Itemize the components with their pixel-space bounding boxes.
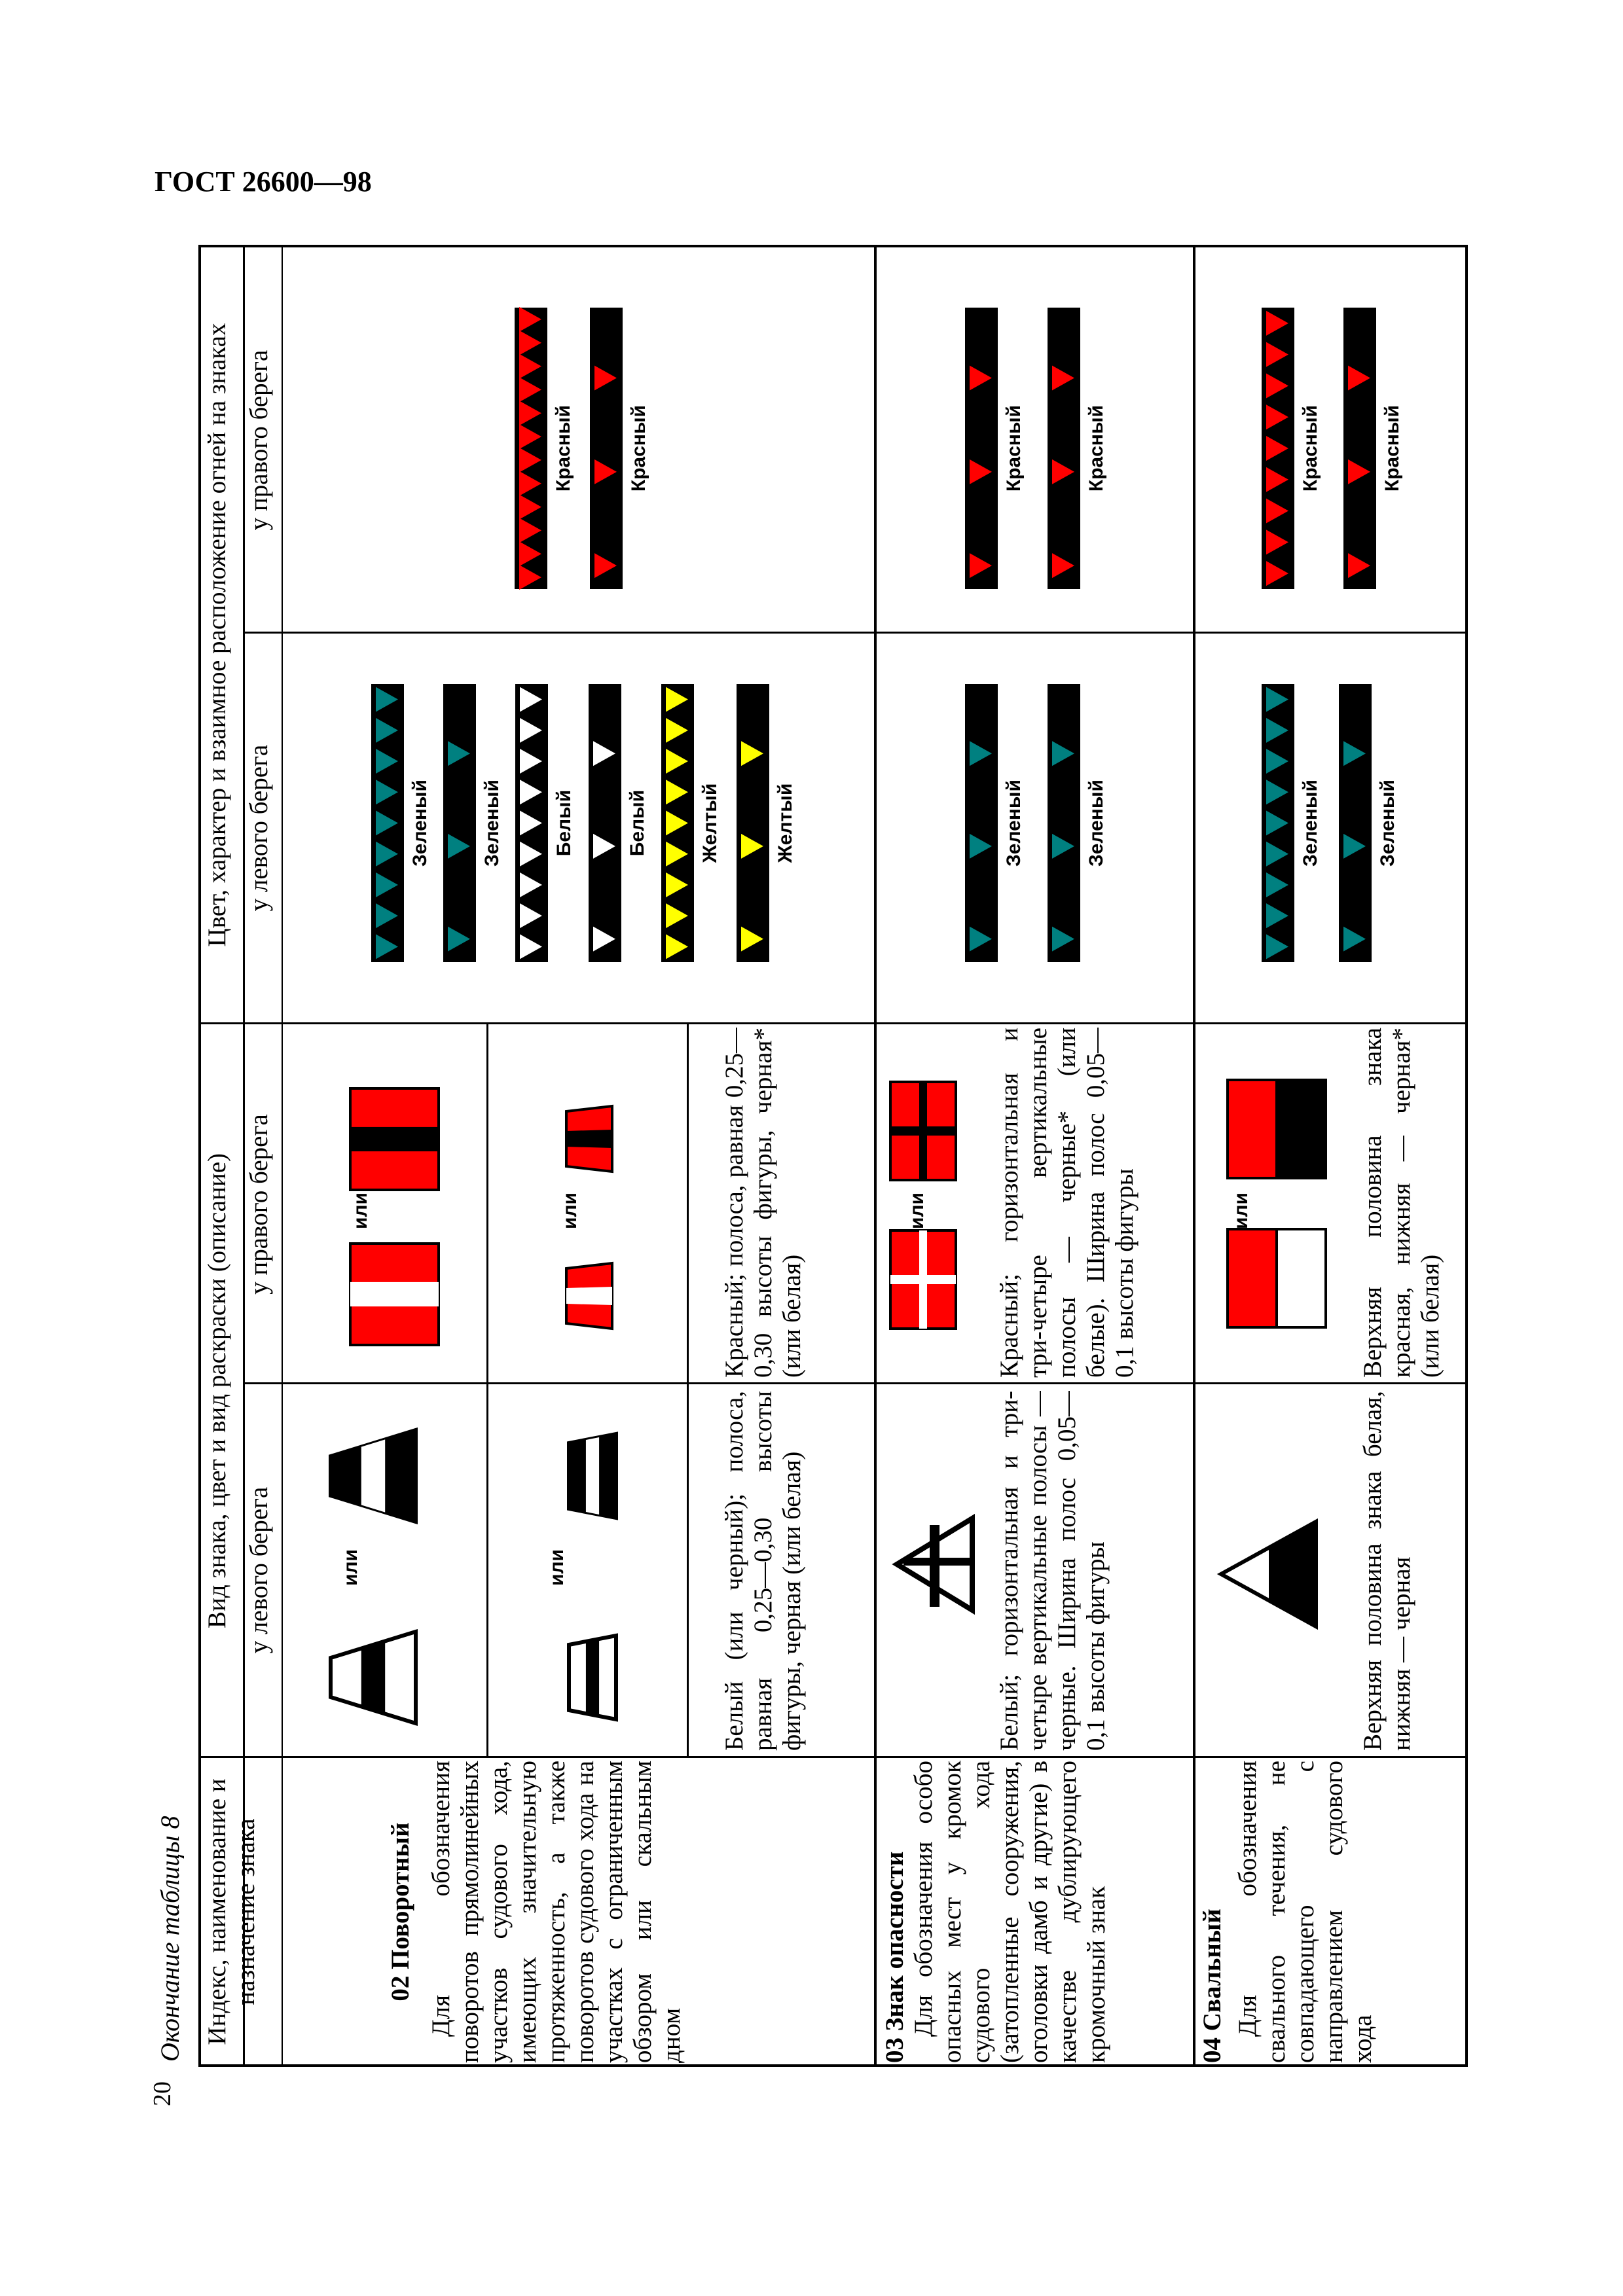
table-rule [874, 245, 877, 1443]
table-rule [1465, 245, 1468, 2067]
document-header: ГОСТ 26600—98 [155, 166, 372, 198]
table-rule [198, 245, 1468, 247]
table-rule [198, 2064, 1468, 2067]
row-02-light-left-5-light [666, 718, 688, 743]
table-caption: Окончание таблицы 8 [155, 1816, 185, 2062]
table-rule [1193, 245, 1195, 2067]
row-02-light-left-5-light [666, 872, 688, 897]
row-04-index-box [1198, 1761, 1463, 2063]
row-03-light-left-1-label: Зеленый [1003, 779, 1025, 867]
row-03-right-square-white [890, 1230, 956, 1329]
row-03-desc-right-box [995, 1028, 1192, 1378]
row-02-desc-left-box [720, 1391, 867, 1751]
row-03-light-right-1-label: Красный [1003, 404, 1025, 492]
row-04-light-left-2-label: Зеленый [1377, 779, 1398, 867]
row-03-light-right-2 [1048, 308, 1080, 589]
row-02-light-left-4-light [593, 741, 615, 766]
row-03-left-sign-hstripe [930, 1525, 939, 1607]
row-04-right-rect-black [1228, 1080, 1326, 1178]
row-02-desc-left: Белый (или черный); полоса, равная 0,25—0,30 высоты фигуры, черная (или белая) [720, 1391, 806, 1751]
row-03-light-left-2-light [1052, 834, 1074, 859]
row-04-right-or-label: или [1230, 1193, 1252, 1229]
row-02-light-left-3-light [520, 718, 542, 743]
row-04-light-left-1-light [1266, 687, 1288, 712]
row-04-desc-right: Верхняя половина знака красная, нижняя — черная* (или белая) [1359, 1028, 1444, 1378]
row-03-light-right-1-light [970, 553, 992, 578]
row-04-light-left-1-light [1266, 903, 1288, 928]
row-04-light-left-2 [1339, 684, 1372, 962]
row-04-purpose: Для обозначения свального течения, не совпадающего с направлением судового хода [1233, 1761, 1377, 2063]
row-02-light-left-4 [589, 684, 621, 962]
row-04-light-left-1 [1262, 684, 1294, 962]
row-04-light-right-1-light [1266, 373, 1288, 398]
row-03-light-right-2-light [1052, 366, 1074, 391]
row-03-purpose: Для обозначения особо опасных мест у кромок судового хода (затопленные сооружения, оголовки дамб и другие) в качестве дублирующего кромочный знак [909, 1761, 1110, 2063]
row-02-right-trap-white [566, 1263, 612, 1329]
row-04-index [1198, 1761, 1463, 2063]
page-number: 20 [149, 2081, 176, 2106]
row-04-light-left-2-light [1343, 927, 1366, 952]
row-02-light-left-4-label: Белый [627, 789, 648, 857]
row-02-light-left-6 [737, 684, 769, 962]
row-02-right-rect-black [350, 1088, 439, 1190]
row-03-light-left-1-light [970, 741, 992, 766]
row-02-light-left-2-light [448, 927, 470, 952]
row-02-light-right-1-light [519, 495, 541, 520]
table-rule [243, 1382, 1468, 1384]
row-03-light-left-2-light [1052, 741, 1074, 766]
row-02-light-right-1-light [519, 448, 541, 473]
row-02-light-left-1-light [376, 749, 398, 774]
row-02-left-sign-small-black [569, 1434, 616, 1518]
row-02-light-right-2-light [594, 366, 617, 391]
row-02-light-right-2-light [594, 553, 617, 578]
row-02-light-right-1-light [519, 354, 541, 379]
row-03-left-sign [897, 1518, 972, 1610]
row-02-light-right-1-light [519, 518, 541, 543]
row-02-light-right-1 [515, 308, 547, 589]
row-03-desc-right: Красный; горизонтальная и три-четыре вертикальные полосы — черные* (или белые). Ширина полос 0,05—0,1 высоты фигуры [995, 1028, 1139, 1378]
row-02-light-left-3 [515, 684, 548, 962]
row-04-left-sign [1221, 1522, 1316, 1626]
row-03-desc-left-box [995, 1391, 1192, 1751]
row-02-light-right-1-label: Красный [553, 404, 574, 492]
table-rule [198, 1022, 1468, 1024]
row-02-light-left-3-light [520, 749, 542, 774]
row-02-light-right-1-light [519, 541, 541, 566]
row-02-light-left-5-light [666, 934, 688, 959]
col-header-lights-left-box [245, 635, 282, 1021]
row-02-light-left-4-light [593, 834, 615, 859]
row-04-light-left-1-light [1266, 749, 1288, 774]
row-03-light-left-2-light [1052, 927, 1074, 952]
row-02-light-right-1-light [519, 471, 541, 496]
row-04-light-right-1-light [1266, 311, 1288, 336]
row-02-light-left-6-light [741, 927, 763, 952]
row-03-right-square-white-v [919, 1230, 927, 1329]
row-02-right-rect-white-stripe [350, 1282, 439, 1306]
row-02-light-right-1-light [519, 377, 541, 402]
row-02-light-left-1-light [376, 780, 398, 804]
row-02-right-rect-black-stripe [350, 1127, 439, 1151]
row-02-light-left-2-light [448, 834, 470, 859]
row-02-right-trap-black-stripe [566, 1130, 612, 1148]
table-rule [198, 245, 201, 2067]
row-03-light-right-2-light [1052, 459, 1074, 484]
row-02-light-left-6-light [741, 834, 763, 859]
row-04-light-right-1-light [1266, 404, 1288, 429]
row-03-right-square-white-h [890, 1275, 956, 1284]
row-02-light-left-1-label: Зеленый [409, 779, 431, 867]
row-04-light-right-2-light [1348, 553, 1370, 578]
row-04-light-right-2-label: Красный [1381, 404, 1403, 492]
row-02-title: 02 Поворотный [386, 1822, 414, 2001]
col-header-appearance-left-box [245, 1385, 282, 1755]
table-rule [243, 632, 1468, 634]
row-04-light-left-2-light [1343, 741, 1366, 766]
row-04-right-rect-white-lower [1277, 1229, 1326, 1327]
row-04-desc-left: Верхняя половина знака белая, нижняя — черная [1359, 1391, 1415, 1751]
row-03-light-left-1-light [970, 834, 992, 859]
row-03-light-right-1-light [970, 459, 992, 484]
row-03-title: 03 Знак опасности [881, 1851, 909, 2063]
row-04-light-right-1-light [1266, 342, 1288, 367]
row-02-light-left-1-light [376, 903, 398, 928]
row-02-light-right-1-light [519, 424, 541, 449]
row-04-desc-right-box [1359, 1028, 1457, 1378]
table-rule [687, 1022, 689, 1756]
row-02-light-left-5-light [666, 749, 688, 774]
row-04-light-left-1-light [1266, 872, 1288, 897]
row-02-left-or-label-2: или [546, 1549, 568, 1586]
row-02-light-left-5 [661, 684, 694, 962]
row-02-light-left-1-light [376, 872, 398, 897]
row-02-light-left-2-light [448, 741, 470, 766]
row-02-light-left-1-light [376, 687, 398, 712]
row-04-title: 04 Свальный [1198, 1909, 1226, 2063]
col-header-index-box [203, 1761, 275, 2063]
row-03-right-square-black [890, 1082, 956, 1180]
row-02-light-left-1-light [376, 811, 398, 836]
row-03-right-square-black-h [890, 1126, 956, 1136]
row-04-light-right-1-light [1266, 499, 1288, 524]
row-04-left-sign-lower [1269, 1522, 1316, 1626]
row-02-light-left-3-light [520, 780, 542, 804]
row-02-light-right-1-light [519, 565, 541, 590]
row-02-light-left-5-light [666, 842, 688, 867]
row-02-light-left-4-light [593, 927, 615, 952]
row-04-right-rect-black-lower [1277, 1080, 1326, 1178]
row-03-light-left-2-label: Зеленый [1085, 779, 1107, 867]
row-02-light-left-3-light [520, 842, 542, 867]
row-04-right-rect-white [1228, 1229, 1326, 1327]
row-02-left-sign-black [331, 1430, 416, 1522]
row-02-light-left-3-light [520, 811, 542, 836]
row-04-light-left-2-light [1343, 834, 1366, 859]
row-04-desc-left-box [1359, 1391, 1457, 1751]
row-03-light-right-2-light [1052, 553, 1074, 578]
row-02-desc-right-box [720, 1028, 867, 1378]
row-03-right-or-label: или [906, 1193, 928, 1229]
row-02-left-sign-small-black-stripe [586, 1437, 599, 1515]
row-04-light-right-2 [1343, 308, 1376, 589]
col-header-appearance-right: у правого берега [245, 1114, 273, 1295]
row-02-purpose: Для обозначения поворотов прямолинейных участков судового хода, имеющих значительную протяженность, а также поворотов судового хода на участках с ограниченным обзором или скальным дном [427, 1761, 685, 2063]
row-02-light-left-1-light [376, 934, 398, 959]
row-02-left-sign-small-white-stripe [586, 1639, 599, 1716]
row-02-right-or-label: или [350, 1193, 371, 1229]
row-02-light-left-3-light [520, 687, 542, 712]
row-02-light-left-2-label: Зеленый [481, 779, 503, 867]
row-02-light-left-5-light [666, 687, 688, 712]
table-rule [874, 1443, 877, 2067]
row-02-left-sign-white [331, 1632, 416, 1723]
col-header-lights-right: у правого берега [245, 350, 273, 531]
row-02-light-left-2 [443, 684, 476, 962]
row-04-light-right-1 [1262, 308, 1294, 589]
row-02-right-rect-white [350, 1244, 439, 1345]
row-04-light-left-1-light [1266, 780, 1288, 804]
row-02-light-left-3-label: Белый [553, 789, 575, 857]
row-02-light-left-5-light [666, 780, 688, 804]
row-03-desc-left: Белый; горизонтальная и три-четыре вертикальные полосы — черные. Ширина полос 0,05—0,1 высоты фигуры [995, 1391, 1110, 1751]
row-03-light-right-1 [965, 308, 998, 589]
row-02-light-left-6-label: Желтый [775, 783, 796, 863]
row-04-light-right-2-light [1348, 366, 1370, 391]
row-02-right-or-label-2: или [559, 1193, 581, 1229]
table-rule [198, 1756, 1468, 1758]
row-02-light-left-1-light [376, 718, 398, 743]
row-02-light-left-3-light [520, 934, 542, 959]
row-02-light-left-5-label: Желтый [699, 783, 721, 863]
row-03-left-sign-vstripe [903, 1558, 972, 1566]
col-header-lights: Цвет, характер и взаимное расположение огней на знаках [203, 323, 231, 947]
row-02-light-left-5-light [666, 811, 688, 836]
col-header-index: Индекс, наименование и назначение знака [203, 1778, 260, 2045]
row-03-index-box [881, 1761, 1188, 2063]
row-02-light-right-1-light [519, 401, 541, 425]
row-02-light-left-5-light [666, 903, 688, 928]
row-02-light-right-2-label: Красный [628, 404, 649, 492]
row-02-desc-right: Красный; полоса, равная 0,25—0,30 высоты фигуры, черная* (или белая) [720, 1028, 806, 1378]
row-02-light-right-1-light [519, 331, 541, 355]
row-02-light-right-2 [590, 308, 623, 589]
row-02-light-left-6-light [741, 741, 763, 766]
row-03-right-square-black-v [919, 1082, 927, 1180]
row-04-light-right-1-light [1266, 561, 1288, 586]
col-header-appearance-right-box [245, 1028, 282, 1381]
row-04-light-left-1-light [1266, 718, 1288, 743]
row-02-light-left-1-light [376, 842, 398, 867]
row-03-light-left-1-light [970, 927, 992, 952]
col-header-lights-left: у левого берега [245, 744, 273, 912]
row-04-light-right-2-light [1348, 459, 1370, 484]
col-header-appearance-box [203, 1028, 242, 1754]
row-02-light-left-3-light [520, 903, 542, 928]
table-rule [282, 245, 283, 2067]
row-02-left-sign-white-stripe [361, 1641, 385, 1713]
row-04-light-left-1-light [1266, 934, 1288, 959]
row-02-light-right-2-light [594, 459, 617, 484]
row-03-light-left-1 [965, 684, 998, 962]
row-03-light-left-2 [1048, 684, 1080, 962]
row-02-light-right-1-light [519, 307, 541, 332]
col-header-lights-right-box [245, 249, 282, 632]
row-04-light-left-1-label: Зеленый [1300, 779, 1321, 867]
row-03-index [881, 1761, 1188, 2063]
row-03-light-right-1-light [970, 366, 992, 391]
row-02-index-box [386, 1761, 845, 2063]
row-02-left-sign-black-stripe [361, 1439, 385, 1512]
row-04-light-right-1-light [1266, 467, 1288, 492]
row-02-right-trap-black [566, 1106, 612, 1172]
col-header-appearance: Вид знака, цвет и вид раскраски (описание) [203, 1153, 231, 1629]
row-02-right-trap-white-stripe [566, 1287, 612, 1305]
row-02-left-or-label: или [340, 1549, 361, 1586]
row-02-left-sign-small-white [569, 1636, 616, 1719]
row-04-light-right-1-label: Красный [1300, 404, 1321, 492]
col-header-appearance-left: у левого берега [245, 1486, 273, 1654]
row-02-light-left-1 [371, 684, 404, 962]
table-rule [486, 1022, 488, 1756]
row-04-light-left-1-light [1266, 811, 1288, 836]
row-02-index [386, 1761, 845, 2063]
row-03-light-right-2-label: Красный [1085, 404, 1107, 492]
row-04-light-left-1-light [1266, 842, 1288, 867]
col-header-lights-box [203, 249, 242, 1021]
row-04-light-right-1-light [1266, 529, 1288, 554]
row-04-light-right-1-light [1266, 436, 1288, 461]
row-02-light-left-3-light [520, 872, 542, 897]
